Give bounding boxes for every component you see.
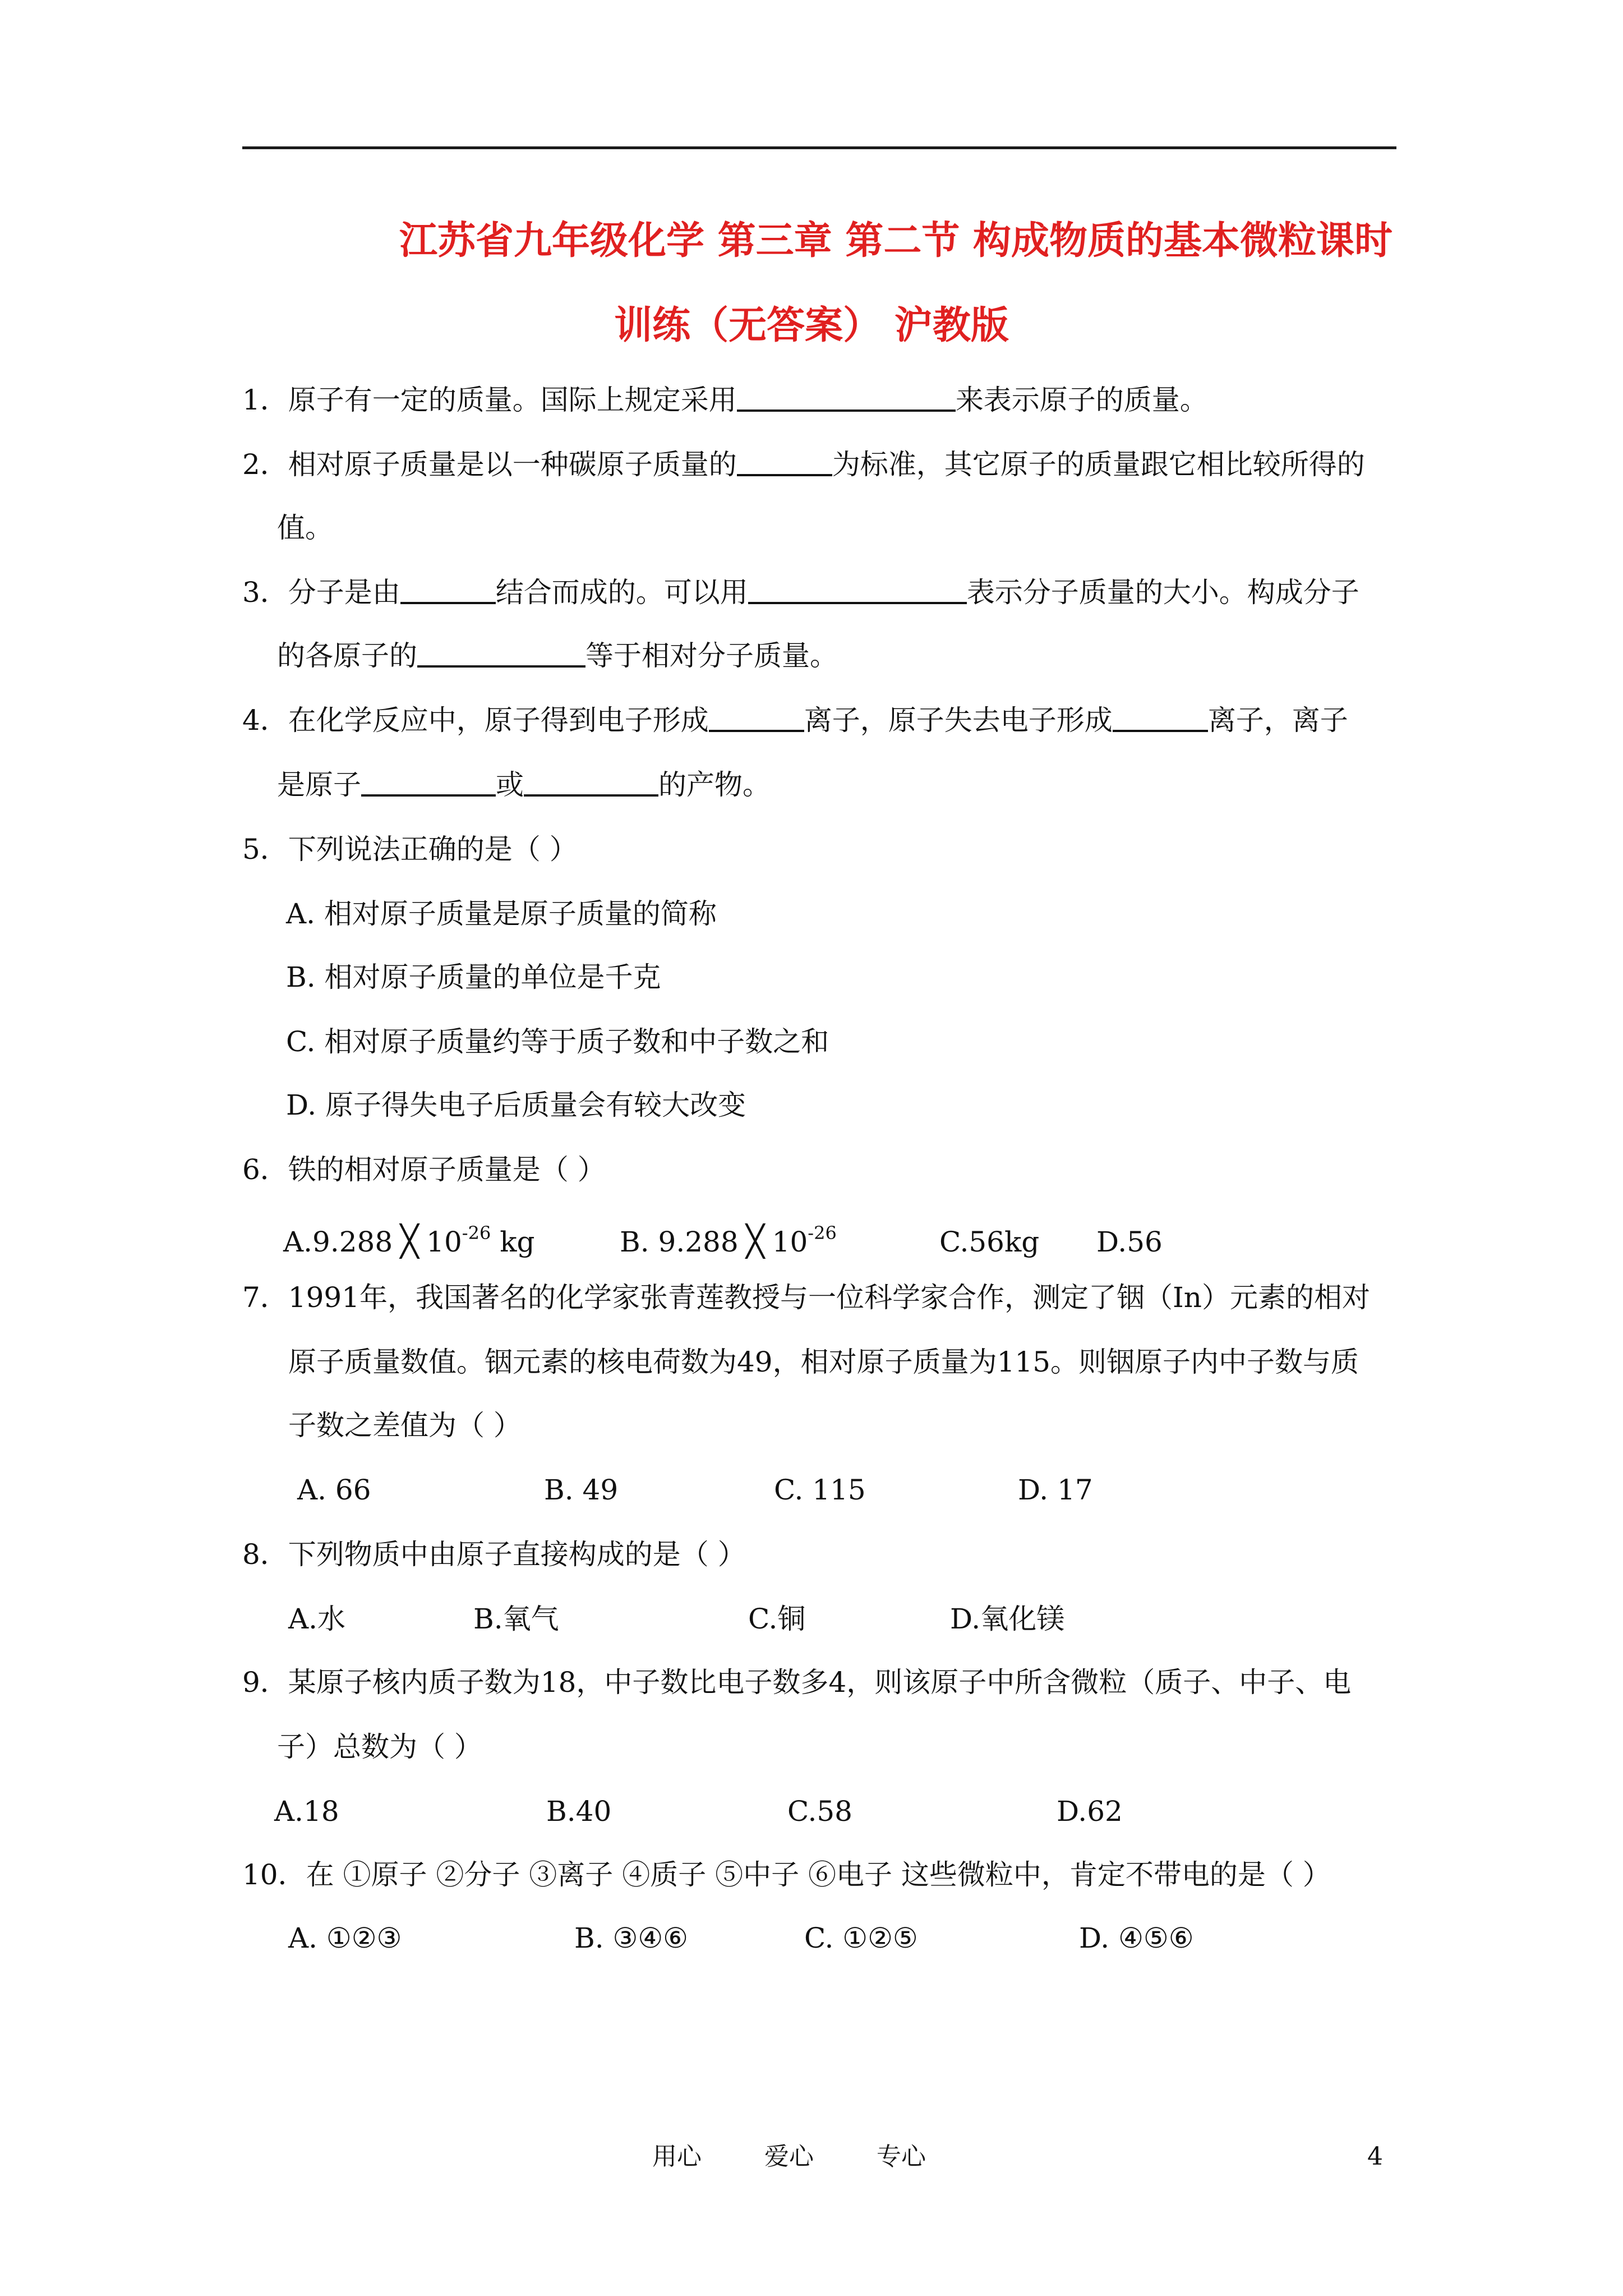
answer-blank[interactable] — [709, 705, 804, 732]
q5-option-b: B. 相对原子质量的单位是千克 — [286, 961, 661, 993]
q6-option-d: D.56 — [1096, 1226, 1163, 1258]
question-4-continued: 是原子 或 的产物。 — [277, 769, 771, 801]
question-1: 1．原子有一定的质量。国际上规定采用 来表示原子的质量。 — [242, 384, 1208, 416]
question-5: 5．下列说法正确的是（ ） — [242, 833, 578, 866]
q7-options — [297, 1470, 1093, 1510]
answer-blank[interactable] — [737, 449, 832, 476]
q7-option-a: A. 66 — [297, 1474, 371, 1506]
question-2: 2．相对原子质量是以一种碳原子质量的 为标准，其它原子的质量跟它相比较所得的 — [242, 448, 1365, 481]
question-3: 3．分子是由 结合而成的。可以用 表示分子质量的大小。构成分子 — [242, 576, 1359, 609]
question-4: 4．在化学反应中，原子得到电子形成 离子，原子失去电子形成 离子，离子 — [242, 704, 1348, 737]
title-line-1: 江苏省九年级化学 第三章 第二节 构成物质的基本微粒课时 — [399, 218, 1393, 263]
q6-options — [283, 1213, 1163, 1262]
question-6: 6．铁的相对原子质量是（ ） — [242, 1153, 606, 1186]
q7-option-d: D. 17 — [1018, 1474, 1093, 1506]
title-line-2: 训练（无答案） 沪教版 — [614, 303, 1009, 348]
question-7-line-2: 原子质量数值。铟元素的核电荷数为49，相对原子质量为115。则铟原子内中子数与质 — [288, 1346, 1359, 1378]
q5-option-a: A. 相对原子质量是原子质量的简称 — [286, 898, 717, 930]
question-8: 8．下列物质中由原子直接构成的是（ ） — [242, 1538, 746, 1571]
q8-options — [288, 1599, 1064, 1639]
q5-option-c: C. 相对原子质量约等于质子数和中子数之和 — [286, 1025, 829, 1058]
q10-option-a: A. ①②③ — [288, 1922, 402, 1954]
q9-option-a: A.18 — [274, 1795, 339, 1828]
footer-text-2: 爱心 — [764, 2142, 814, 2171]
q7-option-b: B. 49 — [544, 1474, 619, 1506]
page-number: 4 — [1367, 2142, 1383, 2171]
question-9: 9．某原子核内质子数为18，中子数比电子数多4，则该原子中所含微粒（质子、中子、电 — [242, 1666, 1352, 1699]
answer-blank[interactable] — [748, 577, 967, 604]
q6-option-c: C.56kg — [939, 1226, 1040, 1258]
q8-option-d: D.氧化镁 — [950, 1603, 1065, 1635]
answer-blank[interactable] — [361, 770, 496, 797]
answer-blank[interactable] — [524, 770, 658, 797]
footer-text-1: 用心 — [652, 2142, 702, 2171]
answer-blank[interactable] — [1113, 705, 1208, 732]
q9-option-c: C.58 — [787, 1795, 852, 1828]
question-7: 7．1991年，我国著名的化学家张青莲教授与一位科学家合作，测定了铟（In）元素的相对 — [242, 1281, 1371, 1314]
q5-option-d: D. 原子得失电子后质量会有较大改变 — [286, 1089, 746, 1121]
q8-option-a: A.水 — [288, 1603, 346, 1635]
header-rule — [242, 146, 1396, 149]
q10-option-b: B. ③④⑥ — [574, 1922, 689, 1954]
q10-options — [288, 1918, 1194, 1958]
q6-option-b: B. 9.288 ╳ $10^{-26}$ — [620, 1222, 837, 1259]
answer-blank[interactable] — [400, 577, 496, 604]
q9-options — [274, 1792, 1123, 1831]
footer-text-3: 专心 — [877, 2142, 926, 2171]
q6-option-a: A.9.288 ╳ $10^{-26}$ kg — [283, 1222, 535, 1259]
q10-option-d: D. ④⑤⑥ — [1079, 1922, 1194, 1954]
q8-option-b: B.氧气 — [473, 1603, 559, 1635]
answer-blank[interactable] — [737, 385, 956, 412]
question-3-continued: 的各原子的 等于相对分子质量。 — [277, 639, 838, 672]
q8-option-c: C.铜 — [748, 1603, 806, 1635]
q10-option-c: C. ①②⑤ — [804, 1922, 918, 1954]
question-7-line-3: 子数之差值为（ ） — [288, 1409, 522, 1442]
question-9-line-2: 子）总数为（ ） — [277, 1731, 482, 1763]
answer-blank[interactable] — [417, 641, 585, 668]
q7-option-c: C. 115 — [774, 1474, 866, 1506]
q9-option-b: B.40 — [546, 1795, 612, 1828]
question-2-continued: 值。 — [277, 512, 333, 544]
q9-option-d: D.62 — [1057, 1795, 1123, 1828]
question-10: 10．在 ①原子 ②分子 ③离子 ④质子 ⑤中子 ⑥电子 这些微粒中，肯定不带电的是（ ） — [242, 1858, 1331, 1891]
